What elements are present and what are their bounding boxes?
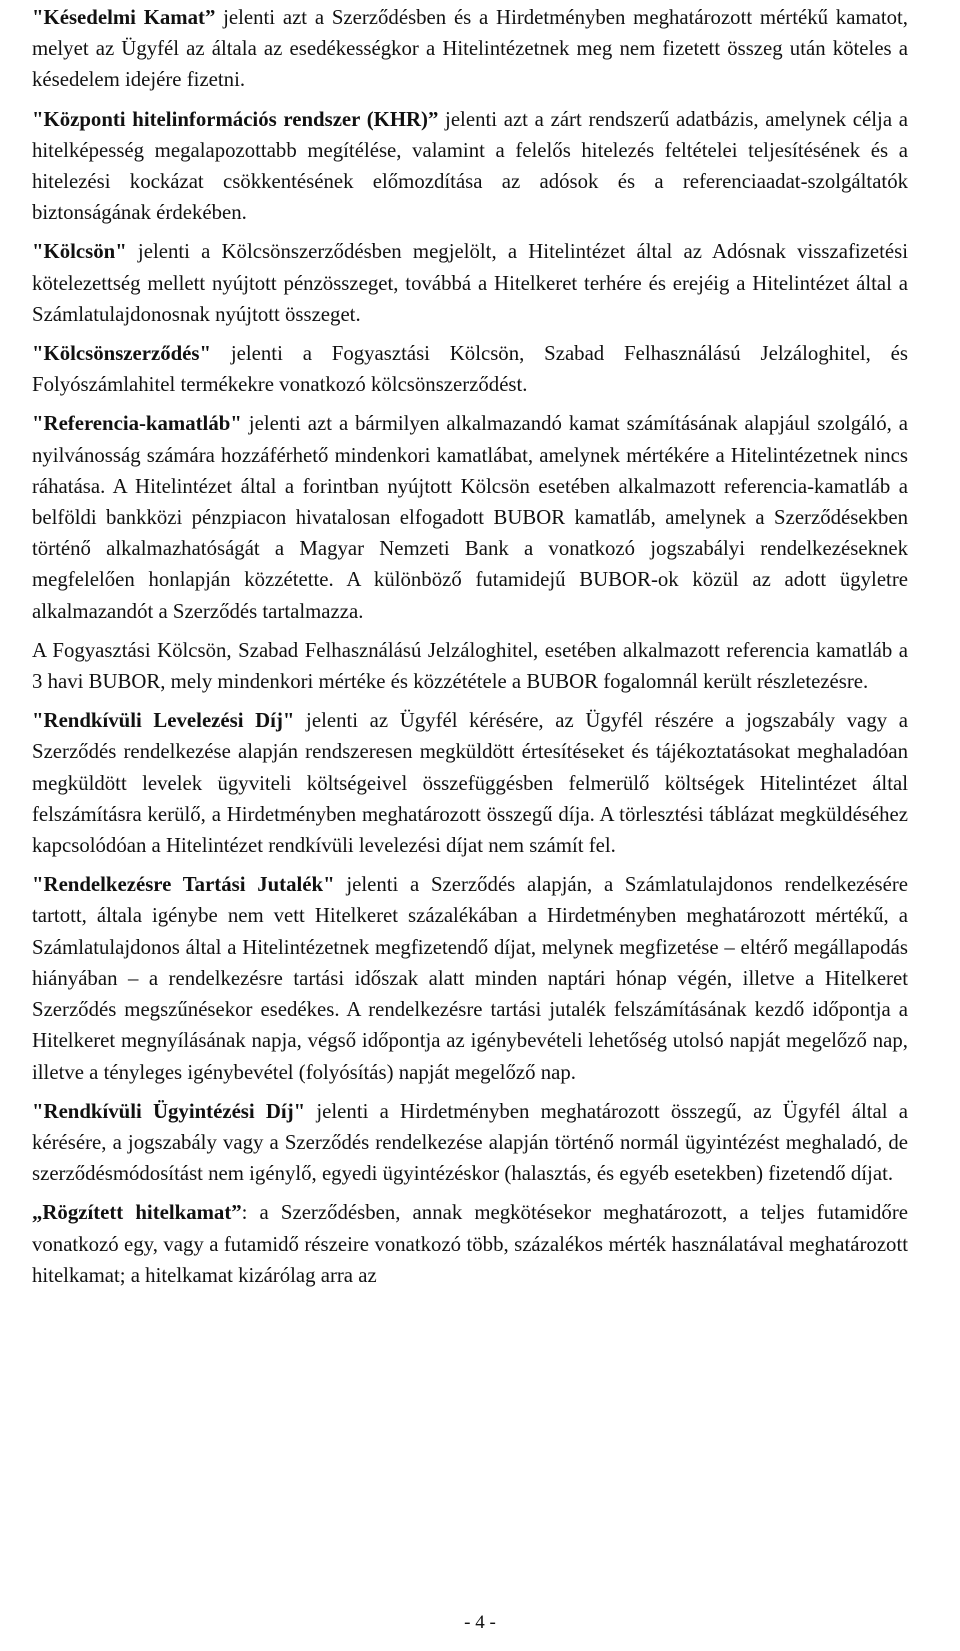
- definition-term: "Késedelmi Kamat”: [32, 6, 216, 29]
- definition-term: "Kölcsönszerződés": [32, 342, 212, 366]
- definition-text: jelenti a Hirdetményben meghatározott összegű, az Ügyfél által a kérésére, a jogszabály vagy a Szerződés rendelkezése alapján történő normál ügyintézést meghaladó, de szerződésmódosítást nem igénylő, egyedi ügyintézéskor (halasztás, és egyéb esetekben) fizetendő díjat.: [32, 1099, 909, 1186]
- definition-text: jelenti a Fogyasztási Kölcsön, Szabad Felhasználású Jelzáloghitel, és Folyószámlahitel termékekre vonatkozó kölcsönszerződést.: [32, 342, 908, 397]
- definition-khr: [32, 104, 908, 229]
- definition-text: jelenti azt a Szerződésben és a Hirdetményben meghatározott mértékű kamatot, melyet az Ügyfél az általa az esedékességkor a Hitelintézetnek meg nem fizetett összeg után köteles a késedelem idejére fizetni.: [32, 6, 908, 92]
- definition-rendkivuli-ugyintezesi-dij: [32, 1096, 908, 1190]
- definition-term: „Rögzített hitelkamat”: [32, 1201, 242, 1225]
- definition-term: "Rendelkezésre Tartási Jutalék": [32, 873, 335, 897]
- definition-term: "Referencia-kamatláb": [32, 412, 242, 436]
- definition-text: jelenti azt a zárt rendszerű adatbázis, amelynek célja a hitelképesség megalapozottabb megítélése, valamint a felelős hitelezés feltételei teljesítésének és a hitelezési kockázat csökkentésének előmozdítása az adósok és a referenciaadat-szolgáltatók biztonságának érdekében.: [32, 107, 908, 225]
- definition-text: : a Szerződésben, annak megkötésekor meghatározott, a teljes futamidőre vonatkozó egy, vagy a futamidő részeire vonatkozó több, százalékos mérték használatával meghatározott hitelkamat; a hitelkamat kizárólag arra az: [32, 1201, 908, 1287]
- definition-referencia-kamatlab: [32, 408, 908, 626]
- paragraph-text: A Fogyasztási Kölcsön, Szabad Felhasználású Jelzáloghitel, esetében alkalmazott referencia kamatláb a 3 havi BUBOR, mely mindenkori mértéke és közzététele a BUBOR fogalomnál került részletezésre.: [32, 638, 908, 694]
- definition-rendkivuli-levelezesi-dij: [32, 705, 908, 861]
- definition-text: jelenti azt a bármilyen alkalmazandó kamat számításának alapjául szolgáló, a nyilvánosság számára hozzáférhető mindenkori kamatlábat, amelynek mértékére a Hitelintézetnek nincs ráhatása. A Hitelintézet által a forintban nyújtott Kölcsön esetében alkalmazott referencia-kamatláb a belföldi bankközi pénzpiacon hivatalosan elfogadott BUBOR kamatláb, amelynek a Szerződésekben történő alkalmazhatóságát a Magyar Nemzeti Bank a vonatkozó jogszabályi rendelkezéseknek megfelelően honlapján közzétette. A különböző futamidejű BUBOR-ok közül az adott ügyletre alkalmazandót a Szerződés tartalmazza.: [32, 412, 908, 623]
- definition-rendelkezesre-tartasi-jutalek: [32, 869, 908, 1087]
- definition-term: "Kölcsön": [32, 240, 127, 264]
- definition-term: "Rendkívüli Ügyintézési Díj": [32, 1099, 306, 1123]
- definition-term: "Rendkívüli Levelezési Díj": [32, 709, 295, 733]
- definition-kolcson: [32, 236, 908, 330]
- definition-text: jelenti a Kölcsönszerződésben megjelölt, a Hitelintézet által az Adósnak visszafizetési kötelezettség mellett nyújtott pénzösszeget, továbbá a Hitelkeret terhére és erejéig a Hitelintézet által a Számlatulajdonosnak nyújtott összeget.: [32, 240, 908, 326]
- definition-term: "Központi hitelinformációs rendszer (KHR)”: [32, 107, 439, 131]
- definition-kesedelmi-kamat: [32, 2, 908, 96]
- definition-kolcsonszerzodes: [32, 338, 908, 400]
- definition-text: jelenti a Szerződés alapján, a Számlatulajdonos rendelkezésére tartott, általa igénybe nem vett Hitelkeret százalékában a Hirdetményben meghatározott mértékű, a Számlatulajdonos által a Hitelintézetnek megfizetendő díjat, melynek megfizetése – eltérő megállapodás hiányában – a rendelkezésre tartási időszak alatt minden naptári hónap végén, illetve a Hitelkeret Szerződés megszűnésekor esedékes. A rendelkezésre tartási jutalék felszámításának kezdő időpontja a Hitelkeret megnyílásának napja, végső időpontja az igénybevételi lehetőség utolsó napját megelőző nap, illetve a tényleges igénybevétel (folyósítás) napját megelőző nap.: [32, 873, 908, 1084]
- paragraph-fogyasztasi-bubor: [32, 635, 908, 697]
- definition-rogzitett-hitelkamat: [32, 1197, 908, 1291]
- page-number: - 4 -: [464, 1612, 496, 1633]
- definition-text: jelenti az Ügyfél kérésére, az Ügyfél részére a jogszabály vagy a Szerződés rendelkezése alapján rendszeresen megküldött értesítéseket és tájékoztatásokat meghaladóan megküldött levelek ügyviteli költségeivel összefüggésben felmerülő költségek Hitelintézet által felszámításra kerülő, a Hirdetményben meghatározott összegű díja. A törlesztési táblázat megküldéséhez kapcsolódóan a Hitelintézet rendkívüli levelezési díjat nem számít fel.: [32, 709, 908, 858]
